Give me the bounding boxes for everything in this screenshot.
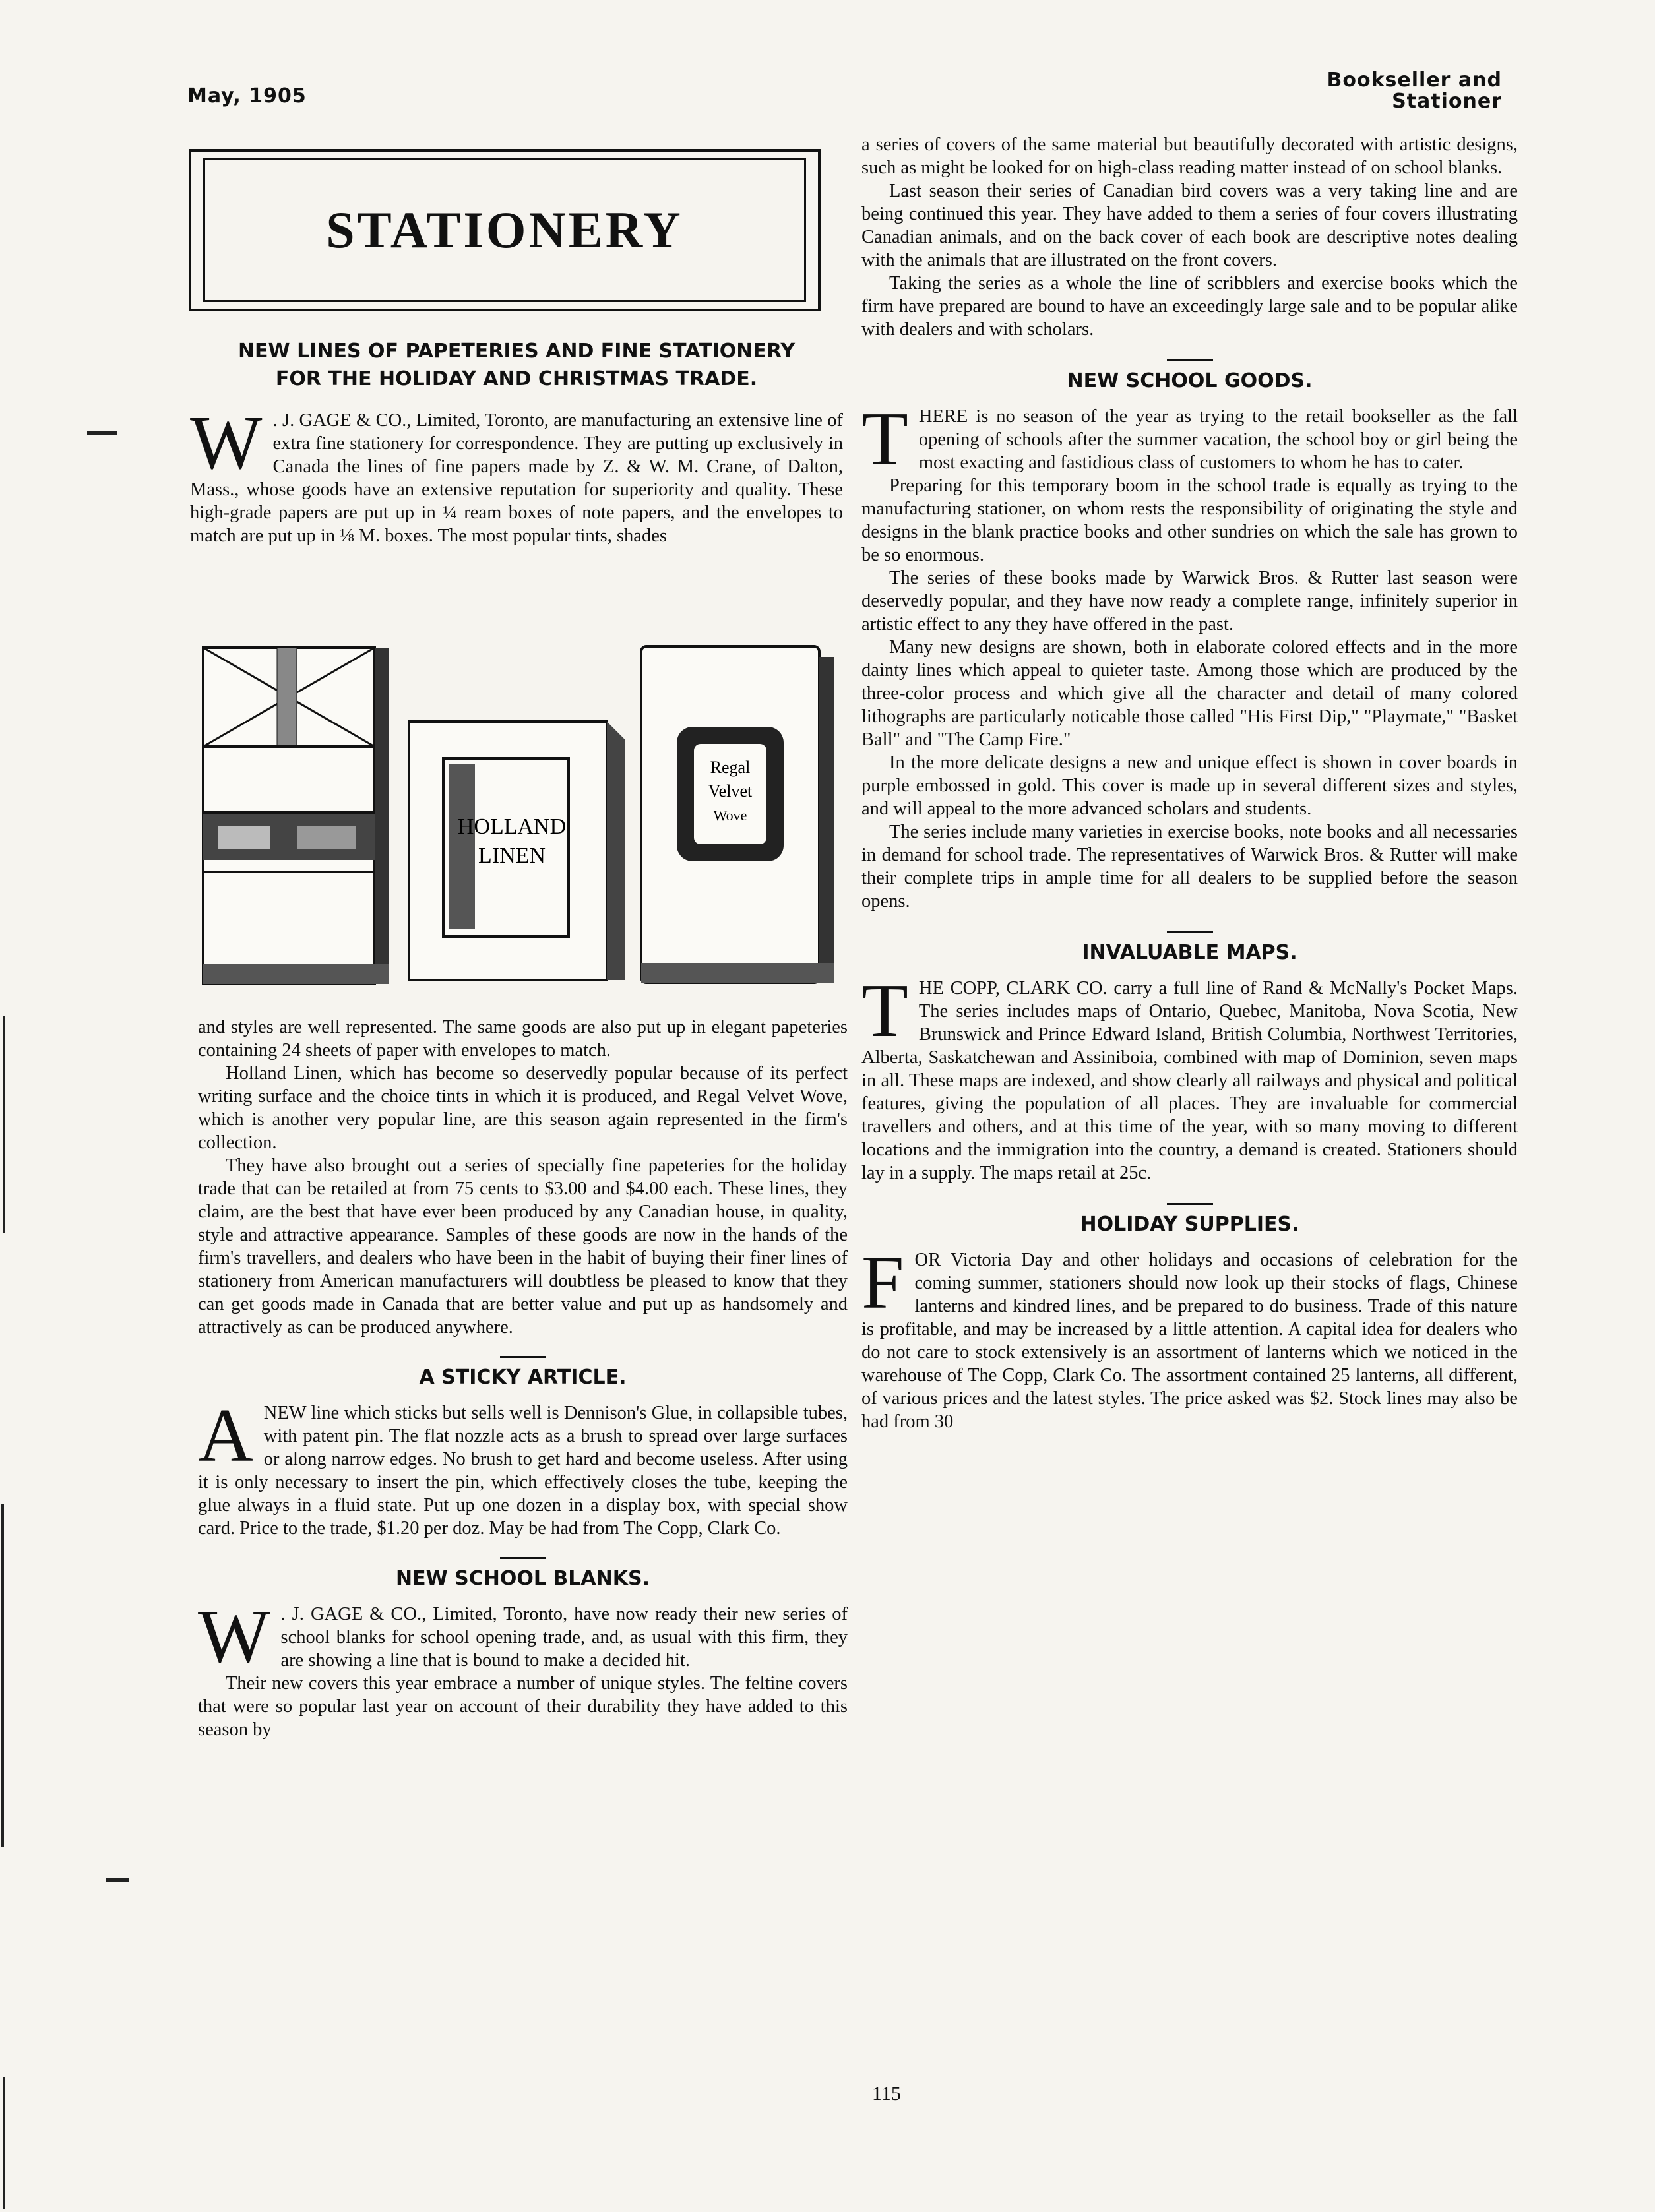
invaluable-maps — [861, 969, 1518, 1184]
article-paragraph: Their new covers this year embrace a number of unique styles. The feltine covers that were so popular last year on account of their durability they have added to this season by — [198, 1673, 848, 1740]
drop-cap: W — [190, 401, 263, 485]
article-paragraph: The series include many varieties in exercise books, note books and all necessaries in demand for school trade. The representatives of Warwick Bros. & Rutter will make their complete trips in ample time for all dealers to be supplied before the season opens. — [861, 822, 1518, 911]
scan-mark — [106, 1878, 129, 1882]
holland-linen-box — [409, 722, 625, 980]
page-number: 115 — [872, 2083, 901, 2104]
article-paragraph: a series of covers of the same material but beautifully decorated with artistic designs, such as might be looked for on high-class reading matter instead of on school blanks. — [861, 135, 1518, 178]
regal-velvet-label-3: Wove — [713, 807, 747, 824]
drop-cap: T — [861, 969, 908, 1053]
drop-cap: T — [861, 397, 908, 481]
new-school-blanks — [198, 1595, 848, 1679]
article-paragraph: They have also brought out a series of specially fine papeteries for the holiday trade that can be retailed at from 75 cents to $3.00 and $4.00 each. These lines, they claim, are the best that have ever been produced by any Canadian house, in quality, style and attractive appearance. Samples of these goods are now in the hands of the firm's travellers, and dealers who have been in the habit of buying their finer lines of stationery from American manufacturers will doubtless be pleased to know that they can get goods made in Canada that are better value and put up as handsomely and attractively as can be produced anywhere. — [198, 1155, 848, 1337]
regal-velvet-label-2: Velvet — [708, 782, 753, 801]
drop-cap: F — [861, 1241, 904, 1325]
sticky-article — [198, 1394, 848, 1540]
open-stationery-box — [203, 648, 389, 984]
drop-cap: W — [198, 1595, 270, 1679]
article-paragraph: Taking the series as a whole the line of scribblers and exercise books which the firm have prepared are bound to have an exceedingly large sale and to be popular alike with dealers and with scholars. — [861, 273, 1518, 340]
left-column-lower — [198, 1016, 848, 1741]
section-title-new-school-goods: NEW SCHOOL GOODS. — [1067, 369, 1313, 392]
section-rule — [1167, 359, 1213, 361]
issue-date: May, 1905 — [187, 84, 307, 108]
article-paragraph: HERE is no season of the year as trying to the retail bookseller as the fall opening of schools after the summer vacation, the school boy or girl being the most exacting and fastidious class of customers to whom he has to cater. — [918, 406, 1518, 473]
article-intro — [190, 401, 843, 547]
new-school-goods — [861, 397, 1518, 481]
scan-mark — [1, 1504, 4, 1847]
article-paragraph: In the more delicate designs a new and unique effect is shown in cover boards in purple embossed in gold. This cover is made up in several different sizes and styles, and will appeal to the more advanced scholars and students. — [861, 753, 1518, 819]
publication-name-line2: Stationer — [1392, 90, 1502, 113]
scan-mark — [3, 2077, 5, 2209]
section-title-sticky-article: A STICKY ARTICLE. — [419, 1366, 627, 1389]
left-column-top — [190, 338, 843, 547]
section-rule — [500, 1557, 546, 1559]
drop-cap: A — [198, 1394, 253, 1478]
section-title-holiday-supplies: HOLIDAY SUPPLIES. — [1080, 1213, 1299, 1236]
regal-velvet-label-1: Regal — [710, 758, 751, 777]
holland-linen-label-1: HOLLAND — [457, 814, 567, 839]
article-paragraph: NEW line which sticks but sells well is Dennison's Glue, in collapsible tubes, with patent pin. The flat nozzle acts as a brush to spread over large surfaces or along narrow edges. No brush to get hard and become useless. After using it is only necessary to insert the pin, which effectively closes the tube, keeping the glue always in a fluid state. Put up one dozen in a display box, with special show card. Price to the trade, $1.20 per doz. May be had from The Copp, Clark Co. — [198, 1403, 848, 1539]
scan-mark — [3, 1016, 5, 1233]
article-paragraph: Many new designs are shown, both in elaborate colored effects and in the more dainty lines which appeal to quieter taste. Among those which are produced by the three-color process and which give all the character and detail of many colored lithographs are particularly noticable those called "His First Dip," "Playmate," "Basket Ball" and "The Camp Fire." — [861, 637, 1518, 750]
regal-velvet-wove-box — [641, 646, 834, 983]
section-banner — [189, 149, 821, 311]
section-rule — [1167, 931, 1213, 933]
right-column — [861, 133, 1518, 1433]
article-paragraph: HE COPP, CLARK CO. carry a full line of Rand & McNally's Pocket Maps. The series includes maps of Ontario, Quebec, Manitoba, Nova Scotia, New Brunswick and Prince Edward Island, British Columbia, Northwest Territories, Alberta, Saskatchewan and Assiniboia, combined with map of Dominion, seven maps in all. These maps are indexed, and show clearly all railways and physical and political features, giving the population of all places. They are invaluable for commercial travellers and others, and at this time of the year, with so many moving to different locations and the immigration into the country, a demand is created. Stationers should lay in a supply. The maps retail at 25c. — [861, 978, 1518, 1183]
section-rule — [1167, 1203, 1213, 1205]
article-paragraph: Holland Linen, which has become so deservedly popular because of its perfect writing surface and the choice tints in which it is produced, and Regal Velvet Wove, which is another very popular line, are this season again represented in the firm's collection. — [198, 1063, 848, 1153]
article-paragraph: OR Victoria Day and other holidays and occasions of celebration for the coming summer, stationers should now look up their stocks of flags, Chinese lanterns and kindred lines, and be prepared to do business. Trade of this nature is profitable, and may be increased by a little attention. A capital idea for dealers who do not care to stock extensively is an assortment of lanterns which we noticed in the warehouse of The Copp, Clark Co. The assortment contained 25 lanterns, all different, of various prices and the latest styles. The price asked was $2. Stock lines may also be had from 30 — [861, 1250, 1518, 1432]
section-rule — [500, 1356, 546, 1358]
article-paragraph: Preparing for this temporary boom in the school trade is equally as trying to the manufacturing stationer, on whom rests the responsibility of originating the style and designs in the blank practice books and other sundries on which the sale has grown to be so enormous. — [861, 476, 1518, 565]
publication-name — [1327, 70, 1502, 112]
article-paragraph: Last season their series of Canadian bird covers was a very taking line and are being continued this year. They have added to them a series of four covers illustrating Canadian animals, and on the back cover of each book are descriptive notes dealing with the animals that are illustrated on the front covers. — [861, 181, 1518, 270]
scan-mark — [87, 431, 117, 435]
article-paragraph: and styles are well represented. The same goods are also put up in elegant papeteries containing 24 sheets of paper with envelopes to match. — [198, 1017, 848, 1060]
article-paragraph: . J. GAGE & CO., Limited, Toronto, are manufacturing an extensive line of extra fine stationery for correspondence. They are putting up exclusively in Canada the lines of fine papers made by Z. & W. M. Crane, of Dalton, Mass., whose goods have an extensive reputation for superiority and quality. These high-grade papers are put up in ¼ ream boxes of note papers, and the envelopes to match are put up in ⅛ M. boxes. The most popular tints, shades — [190, 410, 843, 546]
section-title-invaluable-maps: INVALUABLE MAPS. — [1082, 941, 1297, 964]
section-banner-frame — [203, 158, 806, 302]
holland-linen-label-2: LINEN — [478, 844, 546, 868]
holiday-supplies — [861, 1241, 1518, 1433]
article-paragraph: The series of these books made by Warwick Bros. & Rutter last season were deservedly popular, and they have now ready a complete range, infinitely superior in artistic effect to any they have offered in the past. — [861, 568, 1518, 634]
article-paragraph: . J. GAGE & CO., Limited, Toronto, have now ready their new series of school blanks for school opening trade, and, as usual with this firm, they are showing a line that is bound to make a decided hit. — [280, 1604, 848, 1671]
stationery-boxes-illustration — [198, 641, 844, 997]
article-headline: NEW LINES OF PAPETERIES AND FINE STATIONERY FOR THE HOLIDAY AND CHRISTMAS TRADE. — [237, 340, 796, 390]
section-title-new-school-blanks: NEW SCHOOL BLANKS. — [396, 1567, 650, 1590]
section-banner-title: STATIONERY — [326, 201, 683, 259]
publication-name-line1: Bookseller and — [1327, 69, 1502, 92]
